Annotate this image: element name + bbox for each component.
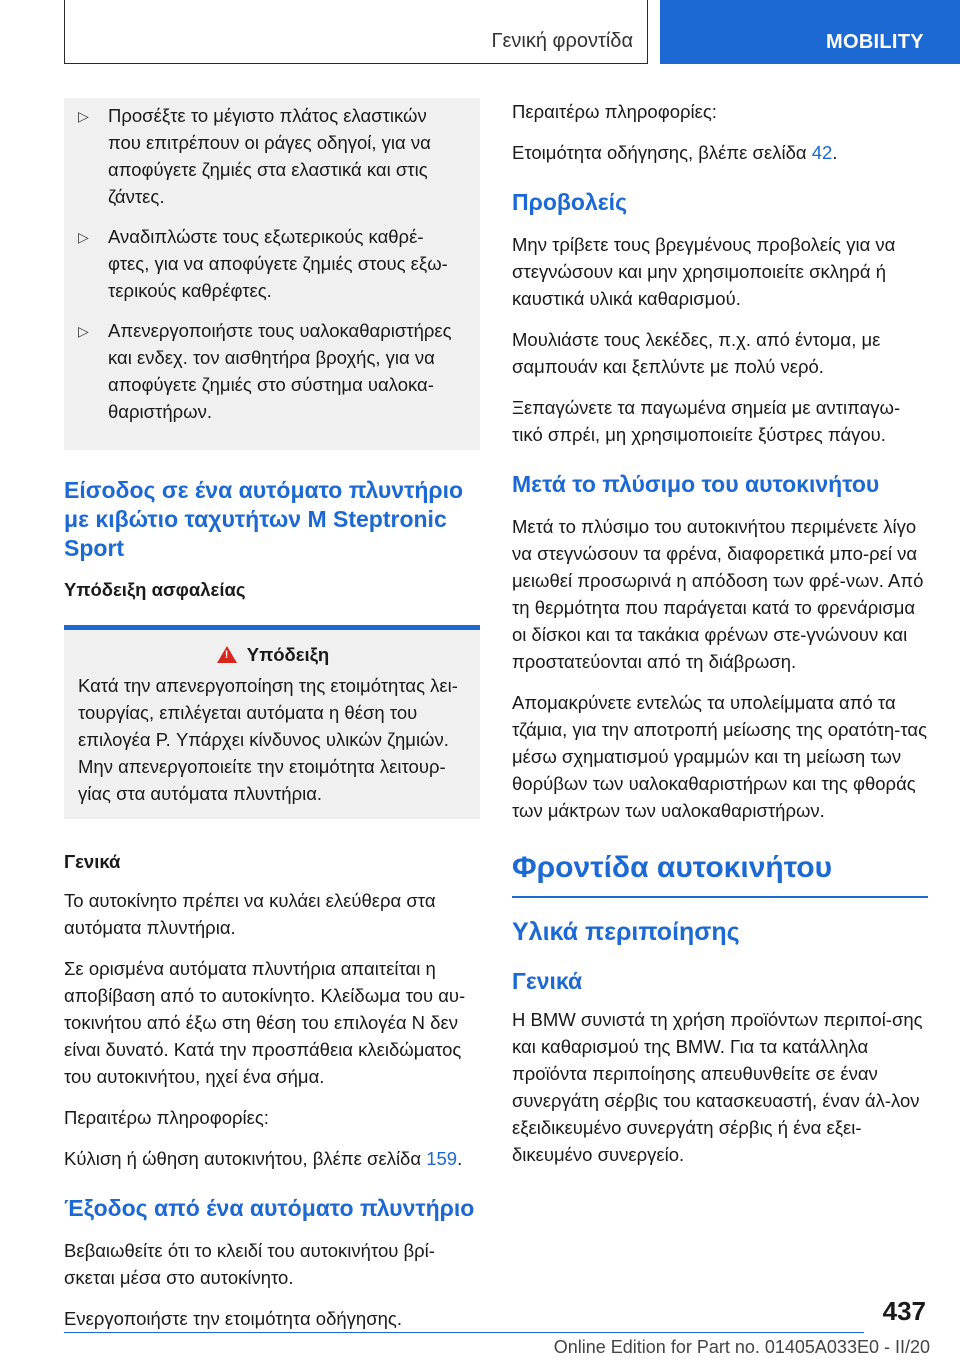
list-item: ▷ Προσέξτε το μέγιστο πλάτος ελαστικών που επιτρέπουν οι ράγες οδηγοί, για να αποφύγετε ζημιές στα ελαστικά και στις ζάντες. <box>78 105 431 207</box>
heading-exit-car-wash: Έξοδος από ένα αυτόματο πλυντήριο <box>64 1195 475 1221</box>
warning-triangle-icon <box>217 646 237 663</box>
header-section-box <box>64 0 648 64</box>
paragraph: Περαιτέρω πληροφορίες: <box>512 101 717 122</box>
heading-safety-note: Υπόδειξη ασφαλείας <box>64 579 246 600</box>
paragraph: Απομακρύνετε εντελώς τα υπολείμματα από τα τζάμια, για την αποτροπή μείωσης της ορατότη-τας μέσω σχηματισμού γραμμών και τη μείωση των θορύβων των υαλοκαθαριστήρων και της φθοράς των μάκτρων των υαλοκαθαριστήρων. <box>512 692 927 821</box>
list-item: ▷ Απενεργοποιήστε τους υαλοκαθαριστήρες και ενδεχ. τον αισθητήρα βροχής, για να αποφύγετε ζημιές στο σύστημα υαλοκα-θαριστήρων. <box>78 320 452 422</box>
notice-header: !Υπόδειξη <box>78 644 468 666</box>
heading-headlights: Προβολείς <box>512 189 628 215</box>
left-column <box>64 98 480 1346</box>
paragraph: Σε ορισμένα αυτόματα πλυντήρια απαιτείται η αποβίβαση από το αυτοκίνητο. Κλείδωμα του αυ-τοκινήτου από έξω στη θέση του επιλογέα N δεν είναι δυνατό. Κατά την προσπάθεια κλειδώματος του αυτοκινήτου, ηχεί ένα σήμα. <box>64 958 466 1087</box>
paragraph: Το αυτοκίνητο πρέπει να κυλάει ελεύθερα στα αυτόματα πλυντήρια. <box>64 890 436 938</box>
paragraph: Η BMW συνιστά τη χρήση προϊόντων περιποί-σης και καθαρισμού της BMW. Για τα κατάλληλα προϊόντα περιποίησης απευθυνθείτε σε έναν συνεργάτη σέρβις του κατασκευαστή, έναν άλ-λον εξειδικευμένο συνεργάτη σέρβις ή ένα εξει-δικευμένο συνεργείο. <box>512 1009 923 1165</box>
notice-box <box>64 625 480 819</box>
page-number: 437 <box>882 1296 926 1326</box>
heading-general-care: Γενικά <box>512 968 583 994</box>
paragraph-reference: Κύλιση ή ώθηση αυτοκινήτου, βλέπε σελίδα 159. <box>64 1148 463 1169</box>
header-section-title: Γενική φροντίδα <box>491 30 633 52</box>
right-column <box>512 98 928 1182</box>
list-item: ▷ Αναδιπλώστε τους εξωτερικούς καθρέ-φτες, για να αποφύγετε ζημιές στους εξω-τερικούς καθρέφτες. <box>78 226 448 301</box>
paragraph: Ξεπαγώνετε τα παγωμένα σημεία με αντιπαγω-τικό σπρέι, μη χρησιμοποιείτε ξύστρες πάγου. <box>512 397 901 445</box>
notice-text: Κατά την απενεργοποίηση της ετοιμότητας λει-τουργίας, επιλέγεται αυτόματα η θέση του επιλογέα P. Υπάρχει κίνδυνος υλικών ζημιών. Μην απενεργοποιείτε την ετοιμότητα λειτουρ-γίας στα αυτόματα πλυντήρια. <box>78 675 458 804</box>
footer-divider <box>64 1332 864 1333</box>
paragraph: Μετά το πλύσιμο του αυτοκινήτου περιμένετε λίγο να στεγνώσουν τα φρένα, διαφορετικά μπο-ρεί να μειωθεί προσωρινά η απόδοση των φρέ-νων. Από τη θερμότητα που παράγεται κατά το φρενάρισμα οι δίσκοι και τα τακάκια φρένων στε-γνώνουν και προστατεύονται από τη διάβρωση. <box>512 516 924 672</box>
heading-after-washing: Μετά το πλύσιμο του αυτοκινήτου <box>512 471 880 497</box>
instruction-box <box>64 98 480 450</box>
paragraph: Μην τρίβετε τους βρεγμένους προβολείς για να στεγνώσουν και μην χρησιμοποιείτε σκληρά ή καυστικά υλικά καθαρισμού. <box>512 234 896 309</box>
triangle-right-icon: ▷ <box>78 323 89 339</box>
paragraph: Μουλιάστε τους λεκέδες, π.χ. από έντομα, με σαμπουάν και ξεπλύντε με πολύ νερό. <box>512 329 881 377</box>
triangle-right-icon: ▷ <box>78 229 89 245</box>
footer-edition: Online Edition for Part no. 01405A033E0 - II/20 <box>553 1337 930 1357</box>
heading-car-care: Φροντίδα αυτοκινήτου <box>512 848 928 898</box>
page-link[interactable]: 42 <box>811 142 833 163</box>
paragraph: Βεβαιωθείτε ότι το κλειδί του αυτοκινήτου βρί-σκεται μέσα στο αυτοκίνητο. <box>64 1240 435 1288</box>
paragraph: Περαιτέρω πληροφορίες: <box>64 1107 269 1128</box>
header-chapter-tab: MOBILITY <box>660 0 960 64</box>
heading-entry-car-wash: Είσοδος σε ένα αυτόματο πλυντήριο με κιβώτιο ταχυτήτων M Steptronic Sport <box>64 477 464 561</box>
heading-care-products: Υλικά περιποίησης <box>512 918 740 946</box>
paragraph: Ενεργοποιήστε την ετοιμότητα οδήγησης. <box>64 1308 402 1329</box>
triangle-right-icon: ▷ <box>78 108 89 124</box>
paragraph-reference: Ετοιμότητα οδήγησης, βλέπε σελίδα 42. <box>512 142 838 163</box>
heading-general: Γενικά <box>64 851 121 872</box>
page-link[interactable]: 159 <box>426 1148 458 1169</box>
